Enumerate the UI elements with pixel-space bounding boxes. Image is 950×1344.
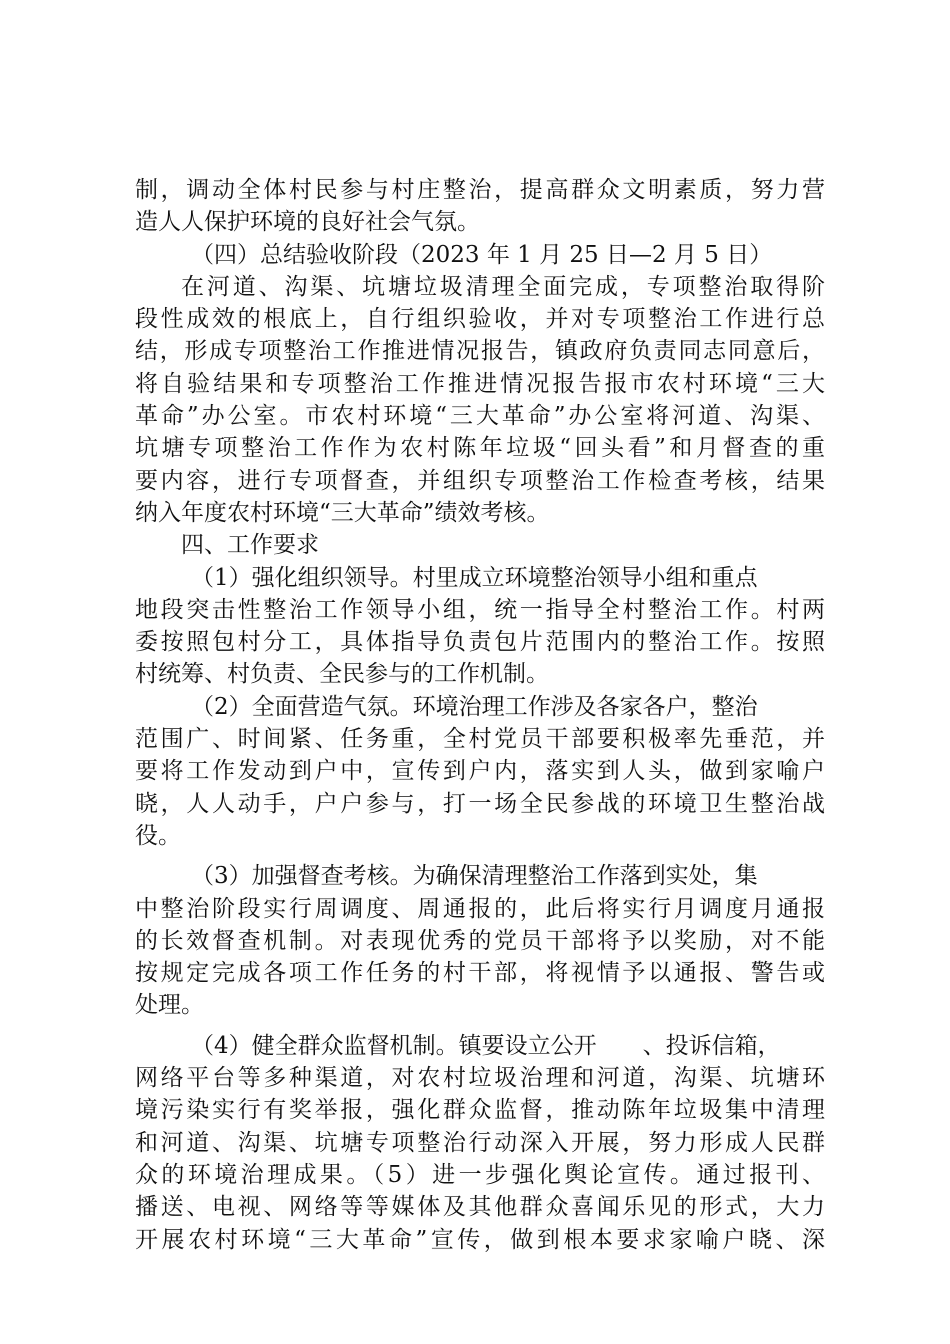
text-line: 要内容，进行专项督查，并组织专项整治工作检查考核，结果 (135, 467, 825, 494)
text-line: 晓，人人动手，户户参与，打一场全民参战的环境卫生整治战 (135, 790, 825, 817)
text-line: 按规定完成各项工作任务的村干部，将视情予以通报、警告或 (135, 960, 825, 987)
text-line: 处理。 (135, 992, 204, 1019)
text-line: 村统筹、村负责、全民参与的工作机制。 (135, 661, 549, 688)
text-line: 造人人保护环境的良好社会气氛。 (135, 209, 480, 236)
text-line: 范围广、时间紧、任务重，全村党员干部要积极率先垂范，并 (135, 726, 825, 753)
text-line: （4）健全群众监督机制。镇要设立公开 、投诉信箱， (191, 1032, 781, 1059)
text-line: （3）加强督查考核。为确保清理整治工作落到实处，集 (191, 863, 758, 890)
text-line: 委按照包村分工，具体指导负责包片范围内的整治工作。按照 (135, 629, 825, 656)
document-body (135, 174, 825, 1256)
text-line: 纳入年度农村环境“三大革命”绩效考核。 (135, 499, 550, 526)
text-line: （1）强化组织领导。村里成立环境整治领导小组和重点 (191, 564, 758, 591)
text-line: 制，调动全体村民参与村庄整治，提高群众文明素质，努力营 (135, 177, 825, 203)
text-line: 革命”办公室。市农村环境“三大革命”办公室将河道、沟渠、 (135, 403, 825, 430)
text-line: 众的环境治理成果。（5）进一步强化舆论宣传。通过报刊、 (135, 1161, 825, 1188)
text-line: 役。 (135, 822, 181, 849)
text-line: 网络平台等多种渠道，对农村垃圾治理和河道，沟渠、坑塘环 (135, 1065, 825, 1092)
text-line: 段性成效的根底上，自行组织验收，并对专项整治工作进行总 (135, 306, 825, 333)
text-line: 中整治阶段实行周调度、周通报的，此后将实行月调度月通报 (135, 895, 825, 922)
text-line: 地段突击性整治工作领导小组，统一指导全村整治工作。村两 (135, 596, 825, 623)
section-heading: （四）总结验收阶段（2023 年 1 月 25 日—2 月 5 日） (191, 241, 773, 268)
text-line: 在河道、沟渠、坑塘垃圾清理全面完成，专项整治取得阶 (181, 273, 825, 300)
text-line: 将自验结果和专项整治工作推进情况报告报市农村环境“三大 (135, 370, 825, 397)
text-line: 境污染实行有奖举报，强化群众监督，推动陈年垃圾集中清理 (135, 1097, 825, 1124)
text-line: 播送、电视、网络等等媒体及其他群众喜闻乐见的形式，大力 (135, 1194, 825, 1221)
text-line: （2）全面营造气氛。环境治理工作涉及各家各户，整治 (191, 693, 758, 720)
text-line: 结，形成专项整治工作推进情况报告，镇政府负责同志同意后， (135, 338, 825, 365)
text-line: 和河道、沟渠、坑塘专项整治行动深入开展，努力形成人民群 (135, 1129, 825, 1156)
text-line: 要将工作发动到户中，宣传到户内，落实到人头，做到家喻户 (135, 758, 825, 785)
text-line: 开展农村环境“三大革命”宣传，做到根本要求家喻户晓、深 (135, 1226, 825, 1253)
section-heading: 四、工作要求 (181, 532, 319, 559)
text-line: 的长效督查机制。对表现优秀的党员干部将予以奖励，对不能 (135, 927, 825, 954)
text-line: 坑塘专项整治工作作为农村陈年垃圾“回头看”和月督查的重 (135, 435, 825, 462)
